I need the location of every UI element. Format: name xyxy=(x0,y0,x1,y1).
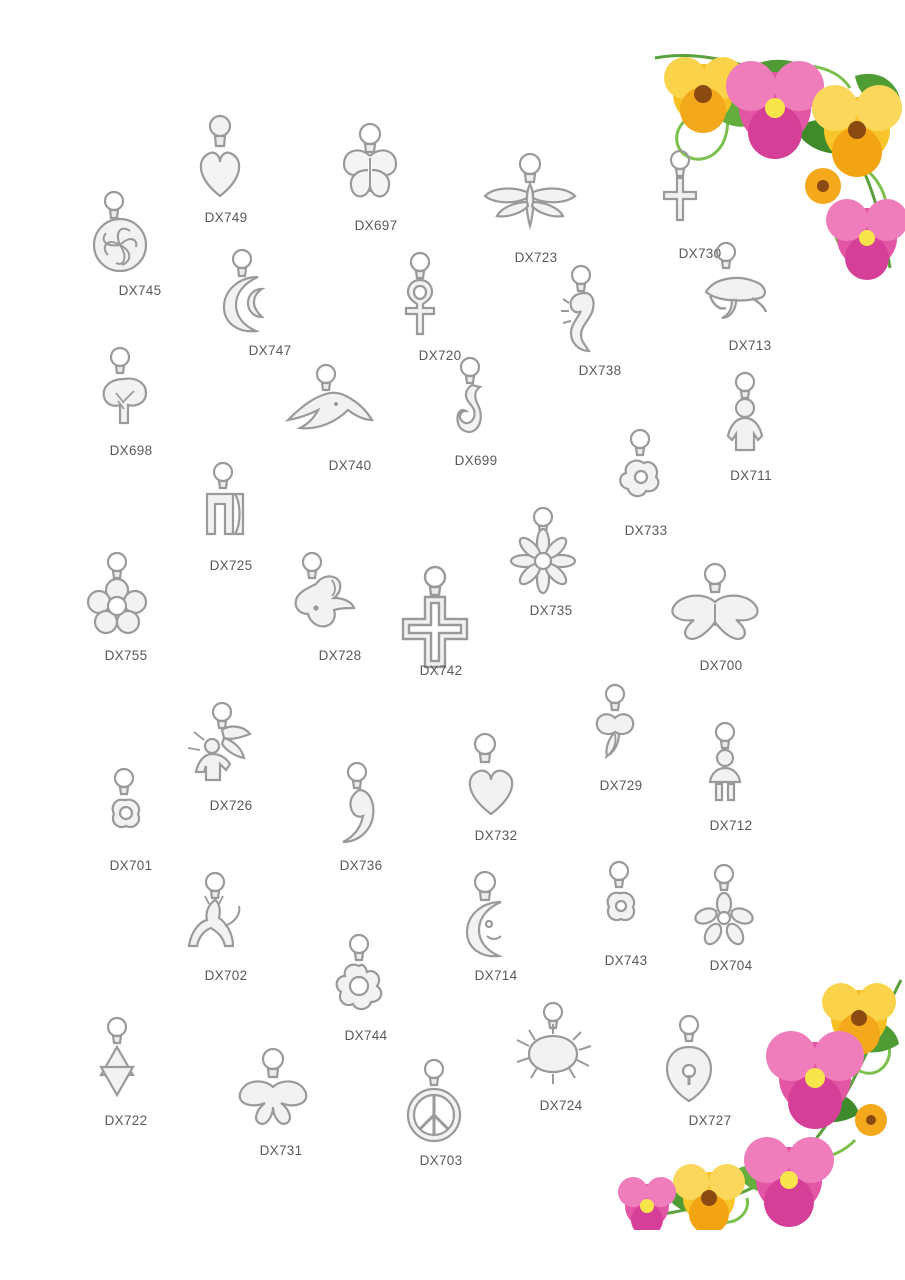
charm-art xyxy=(305,120,435,216)
charm-code: DX744 xyxy=(344,1028,388,1043)
charm-code: DX726 xyxy=(209,798,253,813)
charm-item xyxy=(55,1015,185,1128)
charm-code: DX703 xyxy=(419,1153,463,1168)
charm-item xyxy=(55,550,185,663)
charm-art xyxy=(370,1055,500,1151)
charm-code: DX700 xyxy=(699,658,743,673)
charm-code: DX697 xyxy=(354,218,398,233)
charm-code: DX713 xyxy=(728,338,772,353)
charm-art xyxy=(425,730,555,826)
charm-code: DX736 xyxy=(339,858,383,873)
charm-art xyxy=(60,760,190,856)
charm-code: DX742 xyxy=(419,663,463,678)
charm-code: DX729 xyxy=(599,778,643,793)
charm-code: DX728 xyxy=(318,648,362,663)
charm-code: DX731 xyxy=(259,1143,303,1158)
charm-art xyxy=(55,550,185,646)
charm-code: DX724 xyxy=(539,1098,583,1113)
charm-code: DX738 xyxy=(578,363,622,378)
charm-code: DX743 xyxy=(604,953,648,968)
charm-item xyxy=(425,870,555,983)
charm-art xyxy=(255,550,385,646)
charm-code: DX747 xyxy=(248,343,292,358)
charm-code: DX740 xyxy=(328,458,372,473)
charm-code: DX723 xyxy=(514,250,558,265)
charm-item xyxy=(60,760,190,873)
charm-item xyxy=(660,720,790,833)
charm-art xyxy=(355,250,485,346)
charm-art xyxy=(490,1000,620,1096)
charm-art xyxy=(60,345,190,441)
charm-code: DX699 xyxy=(454,453,498,468)
charm-item xyxy=(155,870,285,983)
charm-art xyxy=(405,355,535,451)
charm-art xyxy=(650,560,780,656)
charm-item xyxy=(650,560,780,673)
charm-item xyxy=(660,860,790,973)
charm-code: DX745 xyxy=(118,283,162,298)
charm-item xyxy=(265,360,395,473)
charm-art xyxy=(515,265,645,361)
charm-art xyxy=(680,370,810,466)
charm-item xyxy=(55,185,185,298)
charm-item xyxy=(185,245,315,358)
charm-art xyxy=(425,870,555,966)
charm-art xyxy=(465,152,595,248)
charm-art xyxy=(295,930,425,1026)
charm-code: DX701 xyxy=(109,858,153,873)
charm-item xyxy=(665,240,795,353)
charm-code: DX704 xyxy=(709,958,753,973)
charm-code: DX714 xyxy=(474,968,518,983)
charm-item xyxy=(355,250,485,363)
charm-code: DX702 xyxy=(204,968,248,983)
charm-code: DX698 xyxy=(109,443,153,458)
charm-code: DX711 xyxy=(730,468,772,483)
charm-item xyxy=(60,345,190,458)
charm-art xyxy=(210,1045,340,1141)
charm-code: DX735 xyxy=(529,603,573,618)
charm-art xyxy=(55,185,185,281)
charm-art xyxy=(155,870,285,966)
charm-art xyxy=(615,148,745,244)
charm-item xyxy=(305,120,435,233)
charm-item xyxy=(210,1045,340,1158)
charm-item xyxy=(465,152,595,265)
charm-item xyxy=(680,370,810,483)
charm-code: DX712 xyxy=(709,818,753,833)
charm-item xyxy=(295,930,425,1043)
charm-item xyxy=(290,760,420,873)
charm-item xyxy=(490,1000,620,1113)
charm-art xyxy=(55,1015,185,1111)
charm-code: DX727 xyxy=(688,1113,732,1128)
charm-art xyxy=(185,245,315,341)
charm-item xyxy=(255,550,385,663)
charm-art xyxy=(625,1015,755,1111)
charm-art xyxy=(660,860,790,956)
charm-item xyxy=(370,565,500,678)
charm-code: DX733 xyxy=(624,523,668,538)
charm-art xyxy=(265,360,395,456)
charm-item xyxy=(425,730,555,843)
charm-art xyxy=(370,565,500,661)
charm-art xyxy=(665,240,795,336)
charm-code: DX749 xyxy=(204,210,248,225)
charm-code: DX720 xyxy=(418,348,462,363)
charm-art xyxy=(160,460,290,556)
charm-code: DX732 xyxy=(474,828,518,843)
charm-art xyxy=(290,760,420,856)
charm-art xyxy=(660,720,790,816)
charm-code: DX725 xyxy=(209,558,253,573)
charm-item xyxy=(625,1015,755,1128)
charm-item xyxy=(405,355,535,468)
charm-item xyxy=(370,1055,500,1168)
charm-code: DX722 xyxy=(104,1113,148,1128)
charm-code: DX755 xyxy=(104,648,148,663)
charm-code: DX730 xyxy=(678,246,722,261)
